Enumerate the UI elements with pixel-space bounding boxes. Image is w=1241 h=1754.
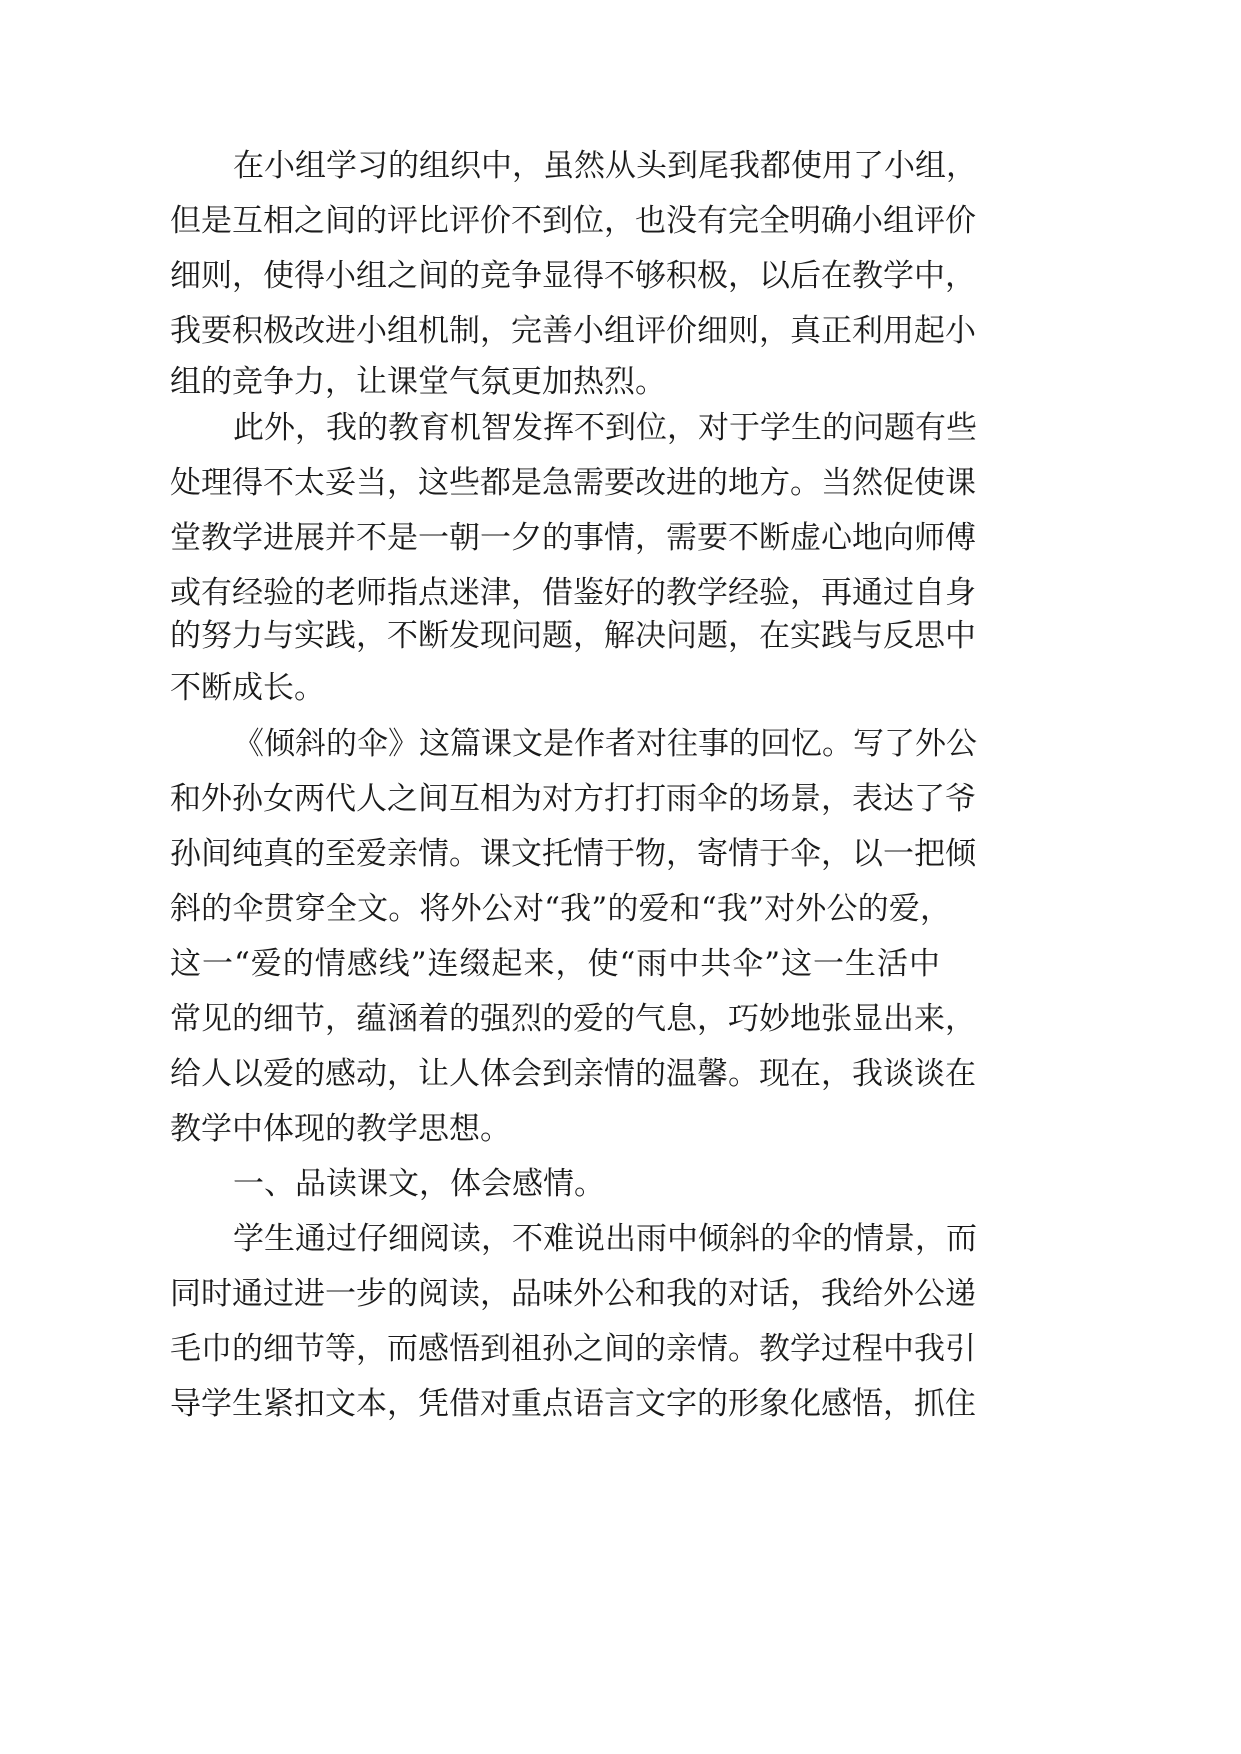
section-heading: 一、品读课文，体会感情。 bbox=[233, 1166, 605, 1202]
text-line: 孙间纯真的至爱亲情。课文托情于物，寄情于伞，以一把倾 bbox=[170, 836, 976, 872]
text-line: 教学中体现的教学思想。 bbox=[170, 1111, 511, 1147]
text-line: 处理得不太妥当，这些都是急需要改进的地方。当然促使课 bbox=[170, 465, 976, 501]
text-line: 这一“爱的情感线”连缀起来，使“雨中共伞”这一生活中 bbox=[170, 946, 940, 982]
text-line: 或有经验的老师指点迷津，借鉴好的教学经验，再通过自身 bbox=[170, 575, 976, 611]
text-line: 和外孙女两代人之间互相为对方打打雨伞的场景，表达了爷 bbox=[170, 781, 976, 817]
text-line: 我要积极改进小组机制，完善小组评价细则，真正利用起小 bbox=[170, 313, 976, 349]
text-line: 组的竞争力，让课堂气氛更加热烈。 bbox=[170, 364, 666, 400]
text-line: 同时通过进一步的阅读，品味外公和我的对话，我给外公递 bbox=[170, 1276, 976, 1312]
text-line: 在小组学习的组织中，虽然从头到尾我都使用了小组， bbox=[233, 148, 977, 184]
text-line: 斜的伞贯穿全文。将外公对“我”的爱和“我”对外公的爱， bbox=[170, 891, 951, 927]
text-line: 但是互相之间的评比评价不到位，也没有完全明确小组评价 bbox=[170, 203, 976, 239]
text-line: 毛巾的细节等，而感悟到祖孙之间的亲情。教学过程中我引 bbox=[170, 1331, 976, 1367]
text-line: 堂教学进展并不是一朝一夕的事情，需要不断虚心地向师傅 bbox=[170, 520, 976, 556]
text-line: 不断成长。 bbox=[170, 670, 325, 706]
text-line: 学生通过仔细阅读，不难说出雨中倾斜的伞的情景，而 bbox=[233, 1221, 977, 1257]
text-line: 的努力与实践，不断发现问题，解决问题，在实践与反思中 bbox=[170, 618, 976, 654]
text-line: 导学生紧扣文本，凭借对重点语言文字的形象化感悟，抓住 bbox=[170, 1386, 976, 1422]
text-line: 细则，使得小组之间的竞争显得不够积极，以后在教学中， bbox=[170, 258, 976, 294]
text-line: 此外，我的教育机智发挥不到位，对于学生的问题有些 bbox=[233, 410, 977, 446]
text-line: 《倾斜的伞》这篇课文是作者对往事的回忆。写了外公 bbox=[233, 726, 977, 762]
text-line: 给人以爱的感动，让人体会到亲情的温馨。现在，我谈谈在 bbox=[170, 1056, 976, 1092]
text-line: 常见的细节，蕴涵着的强烈的爱的气息，巧妙地张显出来， bbox=[170, 1001, 976, 1037]
